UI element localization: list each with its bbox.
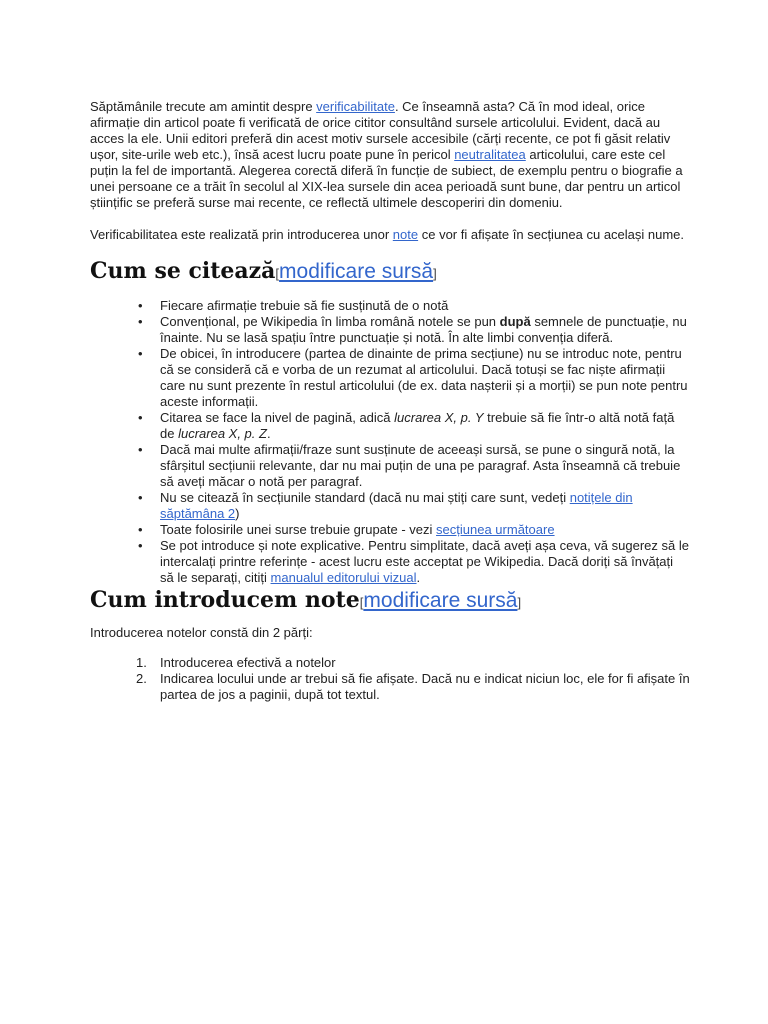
text-span: Nu se citează în secțiunile standard (dacă nu mai știți care sunt, vedeți: [160, 490, 570, 505]
list-item: [160, 314, 690, 346]
notes-paragraph: [90, 227, 690, 243]
text-span: .: [266, 426, 271, 441]
section-intro: Introducerea notelor constă din 2 părți:: [90, 625, 313, 640]
text-span: Se pot introduce și note explicative. Pentru simplitate, dacă aveți așa ceva, vă sugerez să le intercalați printre referințe - acest lucru este acceptat pe Wikipedia. Dacă doriți să învățați să le separați, citiți: [160, 538, 689, 585]
bracket-open: [: [359, 595, 364, 610]
list-item: [160, 442, 690, 490]
intro-paragraph: [90, 99, 690, 211]
list-item: [160, 538, 690, 586]
section-heading-cum-introducem-note: [90, 586, 690, 617]
text-span: Săptămânile trecute am amintit despre: [90, 99, 317, 114]
edit-source-link[interactable]: modificare sursă: [279, 260, 434, 283]
link-manualul-editorului-vizual[interactable]: manualul editorului vizual: [270, 570, 417, 585]
text-span: ce vor fi afișate în secțiunea cu același nume.: [418, 227, 685, 242]
steps-list: [90, 655, 690, 703]
heading-text: Cum se citează: [90, 258, 276, 284]
list-item: [160, 346, 690, 410]
edit-source-link[interactable]: modificare sursă: [363, 589, 518, 612]
text-span: articolului, care este cel puțin la fel de importantă. Alegerea corectă diferă în funcție de subiect, de exemplu pentru o biografie a unei persoane ce a trăit în secolul al XIX-lea sursele din acea perioadă sunt bune, dar pentru un articol științific se preferă surse mai recente, ce reflectă ultimele descoperiri din domeniu.: [90, 147, 683, 210]
citation-rules-list: [90, 298, 690, 586]
text-span: semnele de punctuație, nu înainte. Nu se lasă spațiu între punctuație și notă. În alte limbi convenția diferă.: [160, 314, 687, 345]
bold-text: după: [499, 314, 531, 329]
text-span: Verificabilitatea este realizată prin introducerea unor: [90, 227, 393, 242]
list-item: [160, 522, 690, 538]
text-span: De obicei, în introducere (partea de dinainte de prima secțiune) nu se introduc note, pentru că se consideră că e vorba de un rezumat al articolului. Dacă totuși se fac niște afirmații care nu sunt prezente în restul articolului (de ex. data nașterii și a morții) se pun note pentru aceste informații.: [160, 346, 688, 409]
bracket-open: [: [275, 266, 280, 281]
italic-text: lucrarea X, p. Y: [394, 410, 484, 425]
link-sectiunea-urmatoare[interactable]: secțiunea următoare: [436, 522, 555, 537]
link-neutralitatea[interactable]: neutralitatea: [454, 147, 526, 162]
text-span: Toate folosirile unei surse trebuie grupate - vezi: [160, 522, 437, 537]
text-span: Citarea se face la nivel de pagină, adică: [160, 410, 395, 425]
list-item: Introducerea efectivă a notelor: [160, 655, 336, 670]
list-item: [160, 490, 690, 522]
text-span: ): [235, 506, 240, 521]
heading-text: Cum introducem note: [90, 587, 360, 613]
list-item: Indicarea locului unde ar trebui să fie afișate. Dacă nu e indicat niciun loc, ele for fi afișate în partea de jos a paginii, după tot textul.: [160, 671, 690, 702]
text-span: trebuie să fie într-o altă notă față de: [160, 410, 675, 441]
link-verificabilitate[interactable]: verificabilitate: [316, 99, 395, 114]
article-body: [90, 99, 690, 703]
text-span: Convențional, pe Wikipedia în limba română notele se pun: [160, 314, 500, 329]
bracket-close: ]: [517, 595, 522, 610]
list-item: [160, 410, 690, 442]
text-span: Fiecare afirmație trebuie să fie susținută de o notă: [160, 298, 449, 313]
italic-text: lucrarea X, p. Z: [178, 426, 267, 441]
bracket-close: ]: [433, 266, 437, 281]
text-span: .: [416, 570, 421, 585]
text-span: . Ce înseamnă asta? Că în mod ideal, orice afirmație din articol poate fi verificată de orice cititor consultând sursele articolului. Evident, dacă au acces la ele. Unii editori preferă din acest motiv sursele accesibile (cărți recente, ce pot fi găsit relativ ușor, site-urile web etc.), însă acest lucru poate pune în pericol: [90, 99, 671, 162]
link-notitele-saptamana-2[interactable]: notițele din săptămâna 2: [160, 490, 633, 521]
link-note[interactable]: note: [392, 227, 419, 242]
text-span: Dacă mai multe afirmații/fraze sunt susținute de aceeași sursă, se pune o singură notă, la sfârșitul secțiunii relevante, dar nu mai puțin de una pe paragraf. Asta înseamnă că trebuie să aveți măcar o notă per paragraf.: [160, 442, 681, 489]
list-item: [160, 298, 690, 314]
section-heading-cum-se-citeaza: [90, 257, 690, 288]
